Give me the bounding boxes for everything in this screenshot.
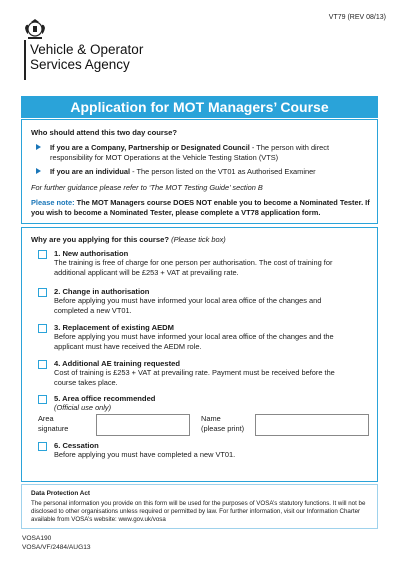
option-title: 1. New authorisation	[54, 249, 129, 258]
option-title: 6. Cessation	[54, 441, 99, 450]
org-divider	[24, 40, 26, 80]
why-question-text: Why are you applying for this course?	[31, 235, 169, 244]
name-label: Name (please print)	[201, 414, 245, 433]
page-title: Application for MOT Managers’ Course	[21, 96, 378, 118]
option-title: 2. Change in authorisation	[54, 287, 150, 296]
data-protection-title: Data Protection Act	[31, 490, 91, 497]
who-should-attend-section	[21, 119, 378, 224]
option-text: Before applying you must have informed your local area office of the changes and the applicant must have received the AEDM role.	[54, 332, 334, 351]
triangle-bullet-icon	[36, 144, 41, 150]
data-protection-section	[21, 484, 378, 529]
why-question-hint: (Please tick box)	[171, 235, 226, 244]
data-protection-text: The personal information you provide on this form will be used for the purposes of VOSA’s statutory functions. It will not be disclosed to other organisations unless required or permitted by law. For further information, visit our Information Charter available from VOSA’s website: www.gov.uk/vosa	[31, 500, 366, 523]
footer-line1: VOSA190	[22, 535, 52, 542]
area-signature-label: Area signature	[38, 414, 69, 433]
org-name-line2: Services Agency	[30, 57, 130, 72]
option-text: Before applying you must have completed a new VT01.	[54, 450, 236, 459]
why-question	[31, 235, 226, 244]
bullet-individual-text: - The person listed on the VT01 as Authorised Examiner	[130, 167, 316, 176]
bullet-individual	[36, 167, 366, 177]
please-note-label: Please note:	[31, 198, 75, 207]
checkbox-cessation[interactable]	[38, 442, 47, 451]
checkbox-additional-ae-training[interactable]	[38, 360, 47, 369]
checkbox-new-authorisation[interactable]	[38, 250, 47, 259]
royal-crest-icon	[22, 16, 48, 42]
org-name-line1: Vehicle & Operator	[30, 42, 144, 57]
option-text: Before applying you must have informed your local area office of the changes and completed a new VT01.	[54, 296, 322, 315]
bullet-company	[36, 143, 366, 162]
bullet-company-bold: If you are a Company, Partnership or Designated Council	[50, 143, 250, 152]
area-signature-field[interactable]	[96, 414, 190, 436]
footer-line2: VOSA/VF/2484/AUG13	[22, 543, 91, 551]
bullet-company-text: - The person with direct responsibility for MOT Operations at the Vehicle Testing Station (VTS)	[50, 143, 330, 162]
name-field[interactable]	[255, 414, 369, 436]
bullet-individual-bold: If you are an individual	[50, 167, 131, 176]
please-note	[31, 198, 371, 218]
checkbox-area-office-recommended[interactable]	[38, 395, 47, 404]
option-text: Cost of training is £253 + VAT at prevailing rate. Payment must be received before the course takes place.	[54, 368, 335, 387]
option-title: 3. Replacement of existing AEDM	[54, 323, 174, 332]
checkbox-change-in-authorisation[interactable]	[38, 288, 47, 297]
organisation-name	[30, 42, 143, 72]
guidance-text: For further guidance please refer to ‘The MOT Testing Guide’ section B	[31, 183, 263, 192]
please-note-text: The MOT Managers course DOES NOT enable you to become a Nominated Tester. If you wish to become a Nominated Tester, please complete a VT78 application form.	[31, 198, 370, 217]
form-reference: VT79 (REV 08/13)	[328, 14, 386, 21]
option-text: (Official use only)	[54, 403, 112, 412]
checkbox-replacement-aedm[interactable]	[38, 324, 47, 333]
who-question: Who should attend this two day course?	[31, 128, 177, 137]
option-title: 5. Area office recommended	[54, 394, 156, 403]
footer-codes	[22, 535, 91, 552]
triangle-bullet-icon	[36, 168, 41, 174]
option-title: 4. Additional AE training requested	[54, 359, 181, 368]
option-text: The training is free of charge for one person per authorisation. The cost of training for additional applicant will be £253 + VAT at prevailing rate.	[54, 258, 333, 277]
